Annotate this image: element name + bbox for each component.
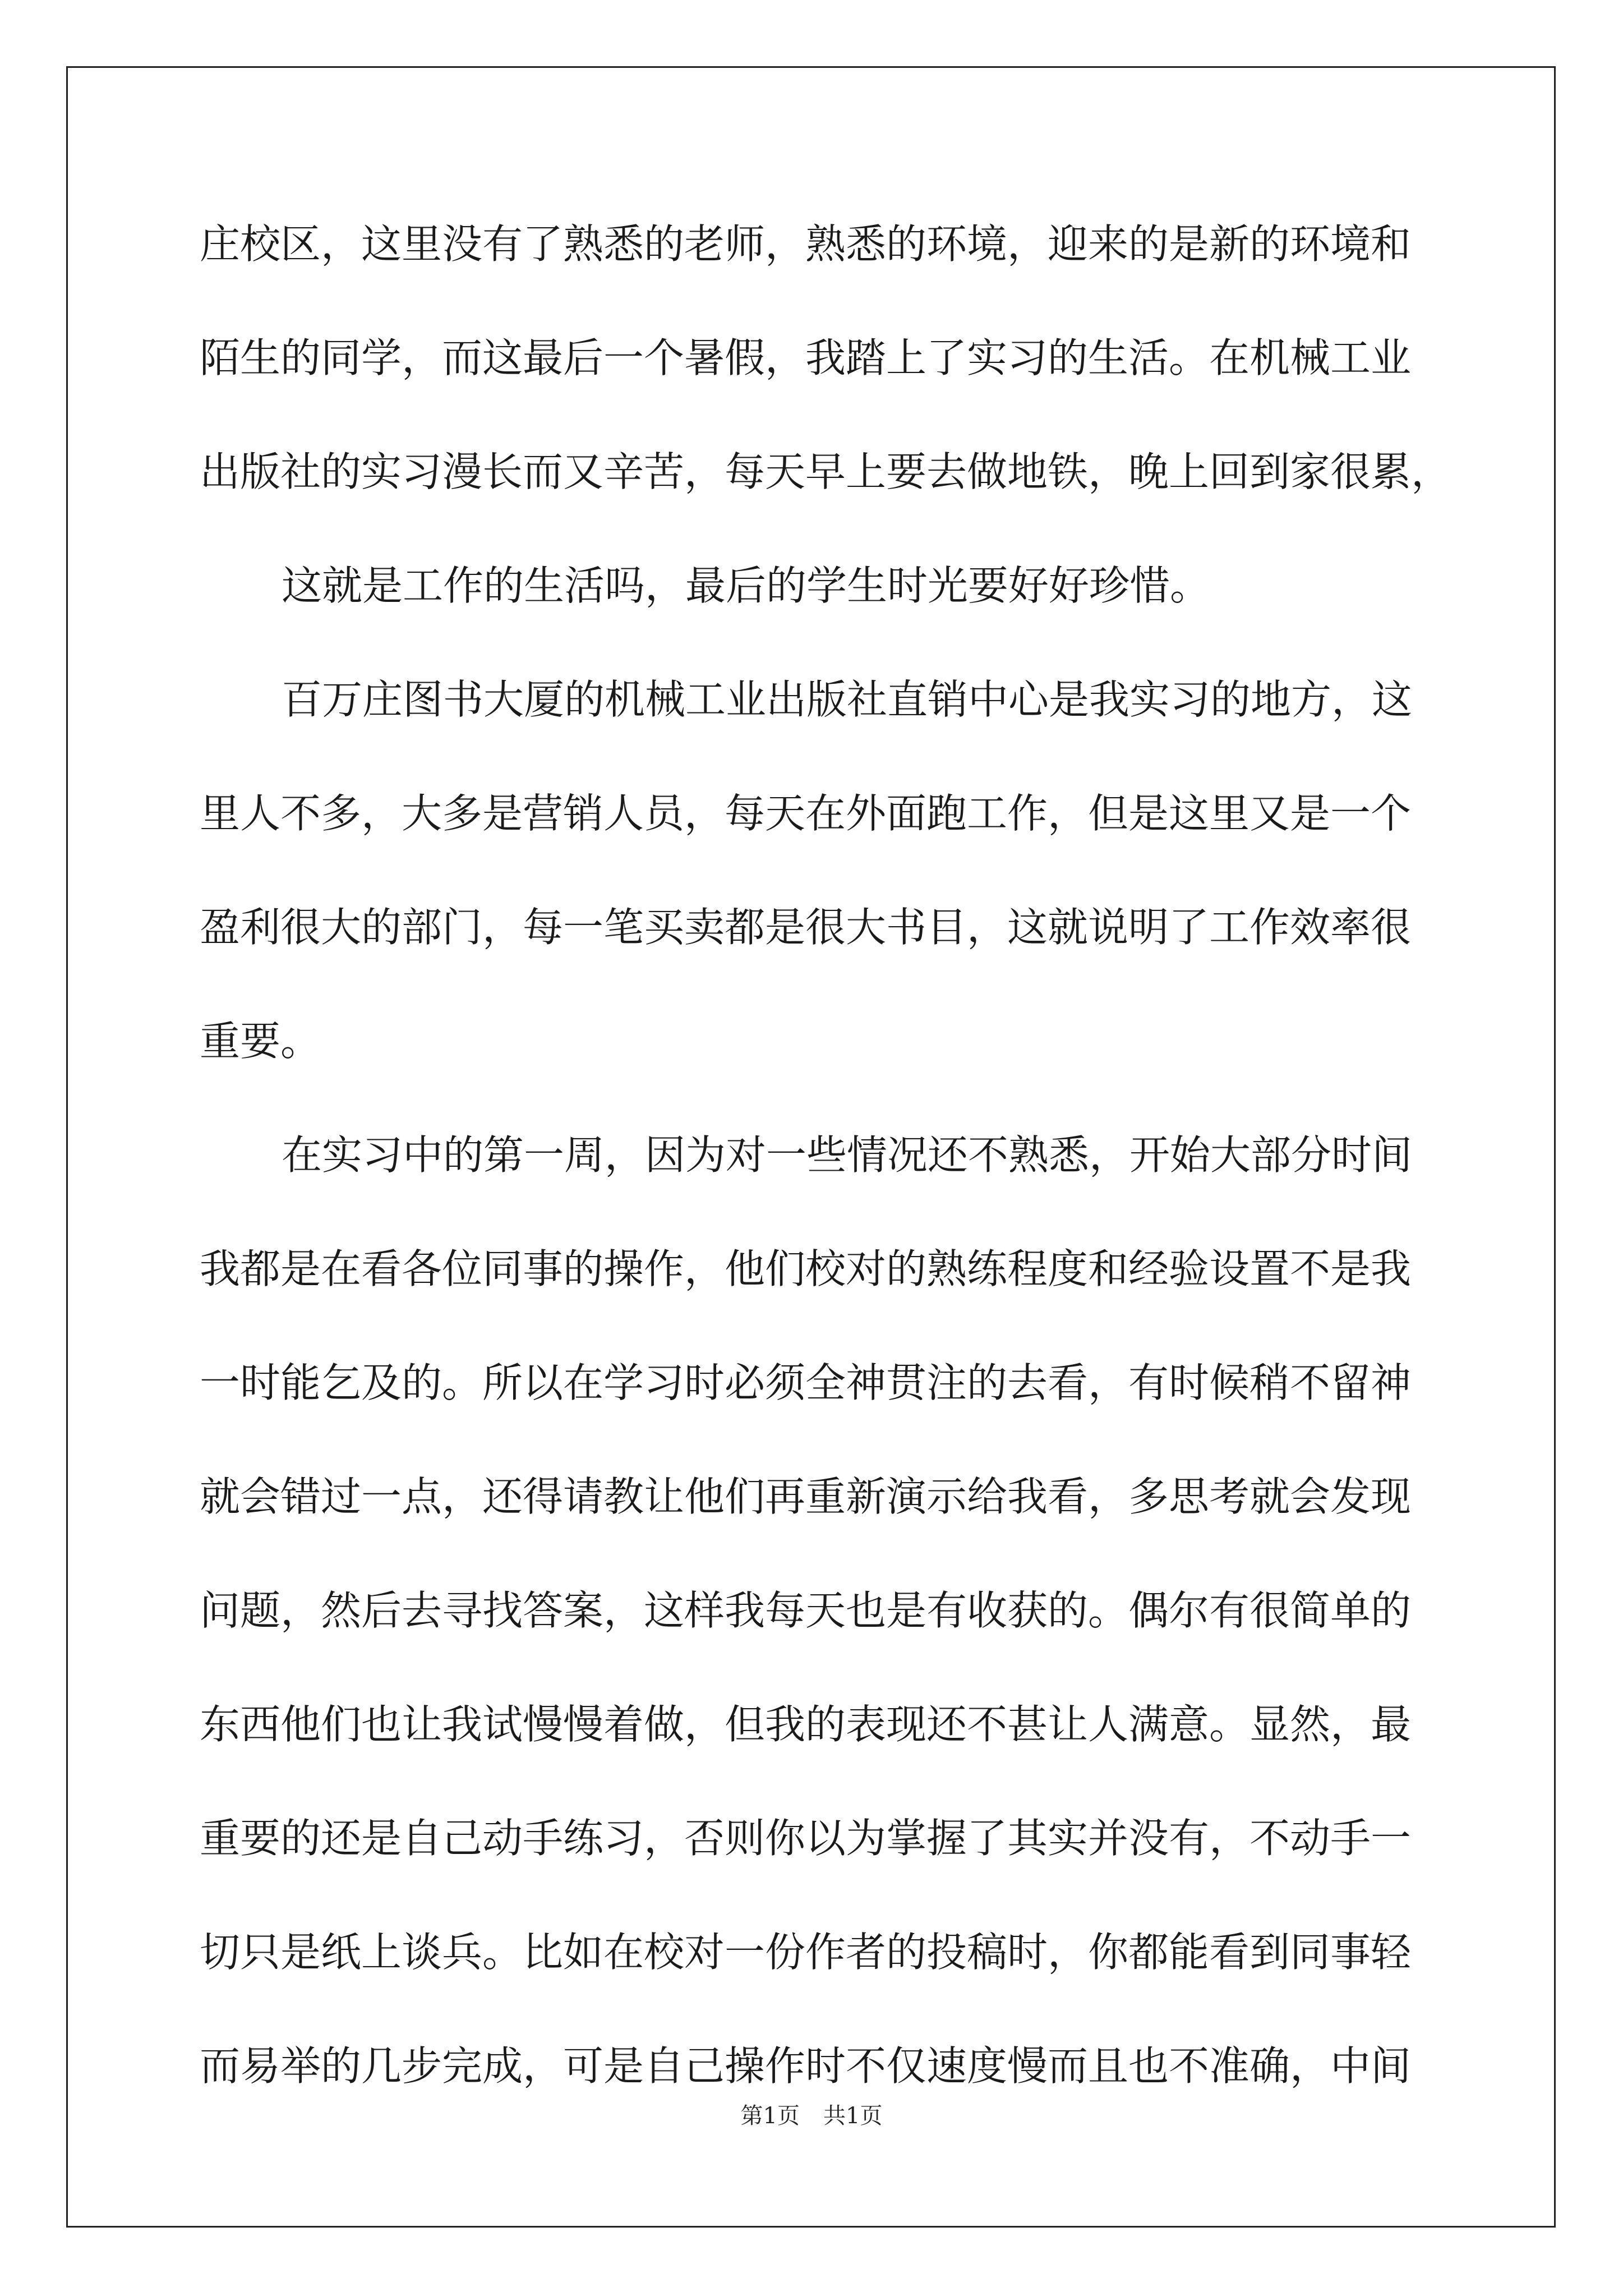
text-line: 问题，然后去寻找答案，这样我每天也是有收获的。偶尔有很简单的 bbox=[200, 1587, 1412, 1634]
text-line: 切只是纸上谈兵。比如在校对一份作者的投稿时，你都能看到同事轻 bbox=[200, 1929, 1412, 1976]
text-line: 这就是工作的生活吗，最后的学生时光要好好珍惜。 bbox=[282, 562, 1211, 609]
page-total: 共1页 bbox=[823, 2103, 883, 2129]
text-line: 出版社的实习漫长而又辛苦，每天早上要去做地铁，晚上回到家很累， bbox=[200, 448, 1452, 495]
text-line: 重要的还是自己动手练习，否则你以为掌握了其实并没有，不动手一 bbox=[200, 1815, 1412, 1862]
text-line: 庄校区，这里没有了熟悉的老师，熟悉的环境，迎来的是新的环境和 bbox=[200, 220, 1412, 268]
text-line: 百万庄图书大厦的机械工业出版社直销中心是我实习的地方，这 bbox=[282, 676, 1413, 723]
page-number: 第1页 bbox=[740, 2103, 800, 2129]
text-line: 东西他们也让我试慢慢着做，但我的表现还不甚让人满意。显然，最 bbox=[200, 1701, 1412, 1748]
text-line: 就会错过一点，还得请教让他们再重新演示给我看，多思考就会发现 bbox=[200, 1473, 1412, 1520]
text-line: 重要。 bbox=[200, 1018, 321, 1065]
text-line: 我都是在看各位同事的操作，他们校对的熟练程度和经验设置不是我 bbox=[200, 1245, 1412, 1292]
text-line: 一时能乞及的。所以在学习时必须全神贯注的去看，有时候稍不留神 bbox=[200, 1359, 1412, 1406]
page-footer bbox=[0, 2098, 1623, 2130]
text-line: 而易举的几步完成，可是自己操作时不仅速度慢而且也不准确，中间 bbox=[200, 2042, 1412, 2090]
text-line: 陌生的同学，而这最后一个暑假，我踏上了实习的生活。在机械工业 bbox=[200, 334, 1412, 381]
text-line: 盈利很大的部门，每一笔买卖都是很大书目，这就说明了工作效率很 bbox=[200, 904, 1412, 951]
text-line: 在实习中的第一周，因为对一些情况还不熟悉，开始大部分时间 bbox=[282, 1131, 1413, 1179]
text-line: 里人不多，大多是营销人员，每天在外面跑工作，但是这里又是一个 bbox=[200, 790, 1412, 837]
